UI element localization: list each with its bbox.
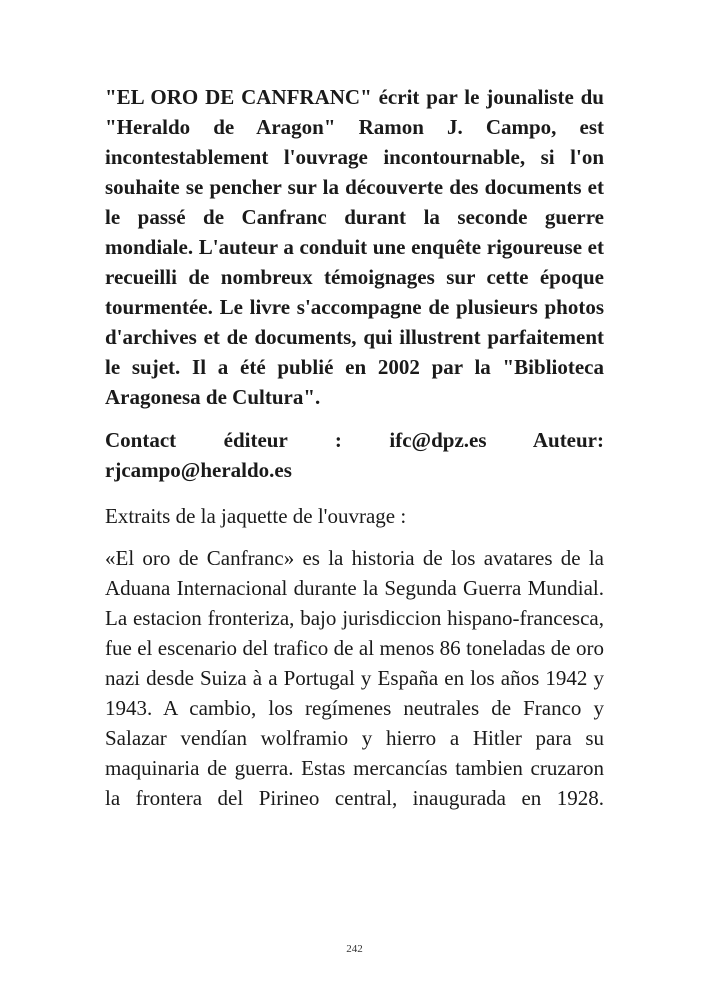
contact-paragraph: Contact éditeur : ifc@dpz.es Auteur: rjcampo@heraldo.es xyxy=(105,428,604,482)
page-number: 242 xyxy=(346,943,363,955)
excerpt-heading: Extraits de la jaquette de l'ouvrage : xyxy=(105,504,407,528)
page-body xyxy=(105,82,604,813)
excerpt-paragraph: «El oro de Canfranc» es la historia de los avatares de la Aduana Internacional durante la Segunda Guerra Mundial. La estacion fronteriza, bajo jurisdiccion hispano-francesca, fue el escenario del trafico de al menos 86 toneladas de oro nazi desde Suiza à a Portugal y España en los años 1942 y 1943. A cambio, los regímenes neutrales de Franco y Salazar vendían wolframio y hierro a Hitler para su maquinaria de guerra. Estas mercancías tambien cruzaron la frontera del Pirineo central, inaugurada en 1928. xyxy=(105,546,604,810)
book-description-paragraph: "EL ORO DE CANFRANC" écrit par le jounaliste du "Heraldo de Aragon" Ramon J. Campo, est incontestablement l'ouvrage incontournable, si l'on souhaite se pencher sur la découverte des documents et le passé de Canfranc durant la seconde guerre mondiale. L'auteur a conduit une enquête rigoureuse et recueilli de nombreux témoignages sur cette époque tourmentée. Le livre s'accompagne de plusieurs photos d'archives et de documents, qui illustrent parfaitement le sujet. Il a été publié en 2002 par la "Biblioteca Aragonesa de Cultura". xyxy=(105,85,604,409)
